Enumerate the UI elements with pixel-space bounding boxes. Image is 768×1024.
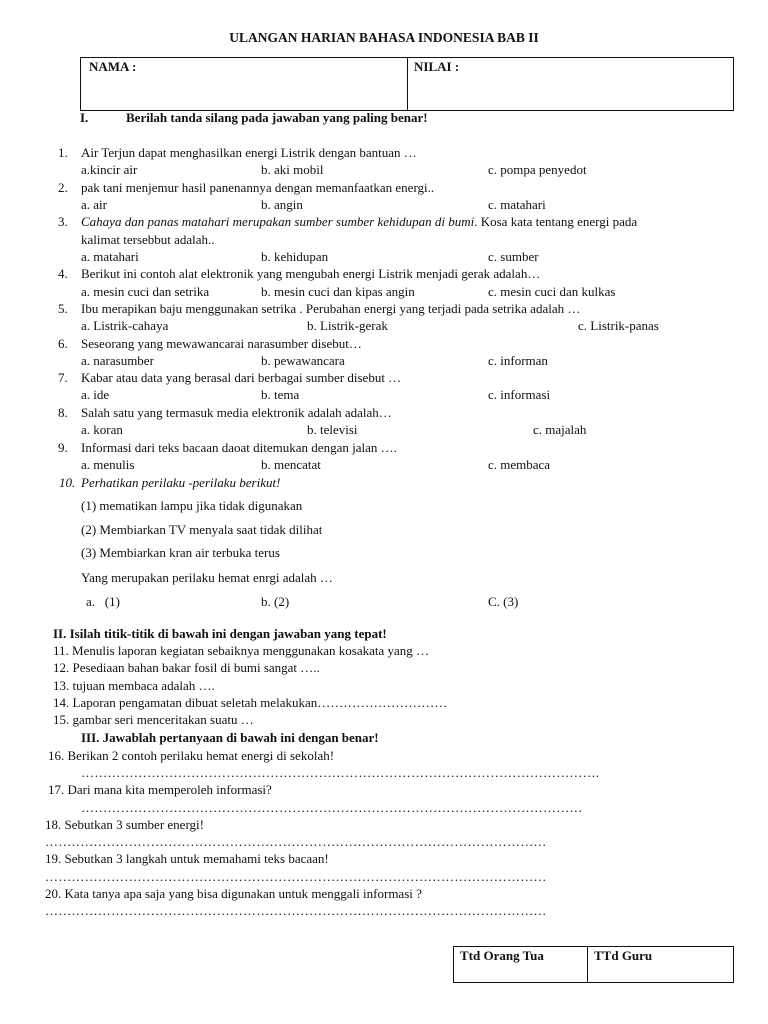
question-number: 6.	[58, 336, 68, 351]
answer-line: ……………………………………………………………………………………………………	[45, 834, 547, 849]
signature-divider	[587, 947, 588, 982]
fill-in-question: 14. Laporan pengamatan dibuat seletah melakukan…………………………	[53, 695, 448, 710]
question-text: Perhatikan perilaku -perilaku berikut!	[81, 475, 281, 490]
section-2-heading: II. Isilah titik-titik di bawah ini dengan jawaban yang tepat!	[53, 626, 387, 641]
teacher-signature-label: TTd Guru	[594, 948, 653, 963]
option-a: a. narasumber	[81, 353, 154, 368]
question-number: 10.	[59, 475, 76, 490]
option-b: b. kehidupan	[261, 249, 329, 264]
question-number: 1.	[58, 145, 68, 160]
question-number: 4.	[58, 266, 68, 281]
question-number: 8.	[58, 405, 68, 420]
option-a: a. air	[81, 197, 107, 212]
question-number: 2.	[58, 180, 68, 195]
answer-line: ……………………………………………………………………………………………………….	[81, 765, 600, 780]
essay-question: 18. Sebutkan 3 sumber energi!	[45, 817, 204, 832]
question-text: Seseorang yang mewawancarai narasumber disebut…	[81, 336, 362, 351]
option-b: b. Listrik-gerak	[307, 318, 388, 333]
section-3-heading: III. Jawablah pertanyaan di bawah ini dengan benar!	[81, 730, 379, 745]
question-number: 7.	[58, 370, 68, 385]
question-number: 9.	[58, 440, 68, 455]
name-label: NAMA :	[89, 59, 137, 74]
statement-item: (1) mematikan lampu jika tidak digunakan	[81, 498, 303, 513]
question-text-line-2: kalimat tersebbut adalah..	[81, 232, 215, 247]
statement-item: (2) Membiarkan TV menyala saat tidak dilihat	[81, 522, 323, 537]
answer-line: ……………………………………………………………………………………………………	[81, 800, 583, 815]
header-table	[80, 57, 734, 111]
header-divider	[407, 58, 408, 110]
option-b: b. mesin cuci dan kipas angin	[261, 284, 415, 299]
question-text	[81, 214, 637, 230]
question-text: Ibu merapikan baju menggunakan setrika . Perubahan energi yang terjadi pada setrika adalah …	[81, 301, 581, 316]
option-b: b. (2)	[261, 594, 290, 609]
option-a: a.kincir air	[81, 162, 138, 177]
question-text: Salah satu yang termasuk media elektronik adalah adalah…	[81, 405, 392, 420]
option-a: a. mesin cuci dan setrika	[81, 284, 210, 299]
fill-in-question: 13. tujuan membaca adalah ….	[53, 678, 215, 693]
option-a: a. matahari	[81, 249, 139, 264]
section-1-instruction: Berilah tanda silang pada jawaban yang paling benar!	[126, 110, 428, 125]
option-b: b. angin	[261, 197, 303, 212]
option-c: c. Listrik-panas	[578, 318, 659, 333]
option-c: C. (3)	[488, 594, 519, 609]
option-c: c. pompa penyedot	[488, 162, 587, 177]
option-a: a. Listrik-cahaya	[81, 318, 169, 333]
question-text: pak tani menjemur hasil panenannya dengan memanfaatkan energi..	[81, 180, 435, 195]
option-a: a. ide	[81, 387, 110, 402]
question-text-rest: . Kosa kata tentang energi pada	[474, 214, 638, 229]
option-b: b. pewawancara	[261, 353, 345, 368]
option-b: b. aki mobil	[261, 162, 324, 177]
answer-line: ……………………………………………………………………………………………………	[45, 869, 547, 884]
essay-question: 20. Kata tanya apa saja yang bisa digunakan untuk menggali informasi ?	[45, 886, 422, 901]
score-label: NILAI :	[414, 59, 460, 74]
essay-question: 16. Berikan 2 contoh perilaku hemat energi di sekolah!	[48, 748, 335, 763]
option-c: c. mesin cuci dan kulkas	[488, 284, 616, 299]
essay-question: 17. Dari mana kita memperoleh informasi?	[48, 782, 272, 797]
fill-in-question: 11. Menulis laporan kegiatan sebaiknya menggunakan kosakata yang …	[53, 643, 430, 658]
page-title: ULANGAN HARIAN BAHASA INDONESIA BAB II	[229, 30, 539, 45]
option-a: a. (1)	[86, 594, 120, 609]
option-b: b. tema	[261, 387, 300, 402]
signature-table	[453, 946, 734, 983]
option-a: a. koran	[81, 422, 123, 437]
option-b: b. mencatat	[261, 457, 321, 472]
option-b: b. televisi	[307, 422, 358, 437]
option-c: c. membaca	[488, 457, 551, 472]
option-c: c. matahari	[488, 197, 546, 212]
statement-item: (3) Membiarkan kran air terbuka terus	[81, 545, 280, 560]
question-number: 3.	[58, 214, 68, 229]
section-1-number: I.	[80, 110, 89, 125]
question-text: Air Terjun dapat menghasilkan energi Listrik dengan bantuan …	[81, 145, 417, 160]
option-c: c. informasi	[488, 387, 551, 402]
question-number: 5.	[58, 301, 68, 316]
question-text-italic: Cahaya dan panas matahari merupakan sumber sumber kehidupan di bumi	[81, 214, 475, 229]
question-text: Kabar atau data yang berasal dari berbagai sumber disebut …	[81, 370, 402, 385]
option-c: c. sumber	[488, 249, 539, 264]
fill-in-question: 15. gambar seri menceritakan suatu …	[53, 712, 254, 727]
option-c: c. majalah	[533, 422, 587, 437]
fill-in-question: 12. Pesediaan bahan bakar fosil di bumi sangat …..	[53, 660, 320, 675]
essay-question: 19. Sebutkan 3 langkah untuk memahami teks bacaan!	[45, 851, 329, 866]
question-text: Berikut ini contoh alat elektronik yang mengubah energi Listrik menjadi gerak adalah…	[81, 266, 541, 281]
question-prompt: Yang merupakan perilaku hemat enrgi adalah …	[81, 570, 333, 585]
parent-signature-label: Ttd Orang Tua	[460, 948, 544, 963]
option-c: c. informan	[488, 353, 548, 368]
question-text: Informasi dari teks bacaan daoat ditemukan dengan jalan ….	[81, 440, 397, 455]
answer-line: ……………………………………………………………………………………………………	[45, 903, 547, 918]
option-a: a. menulis	[81, 457, 135, 472]
